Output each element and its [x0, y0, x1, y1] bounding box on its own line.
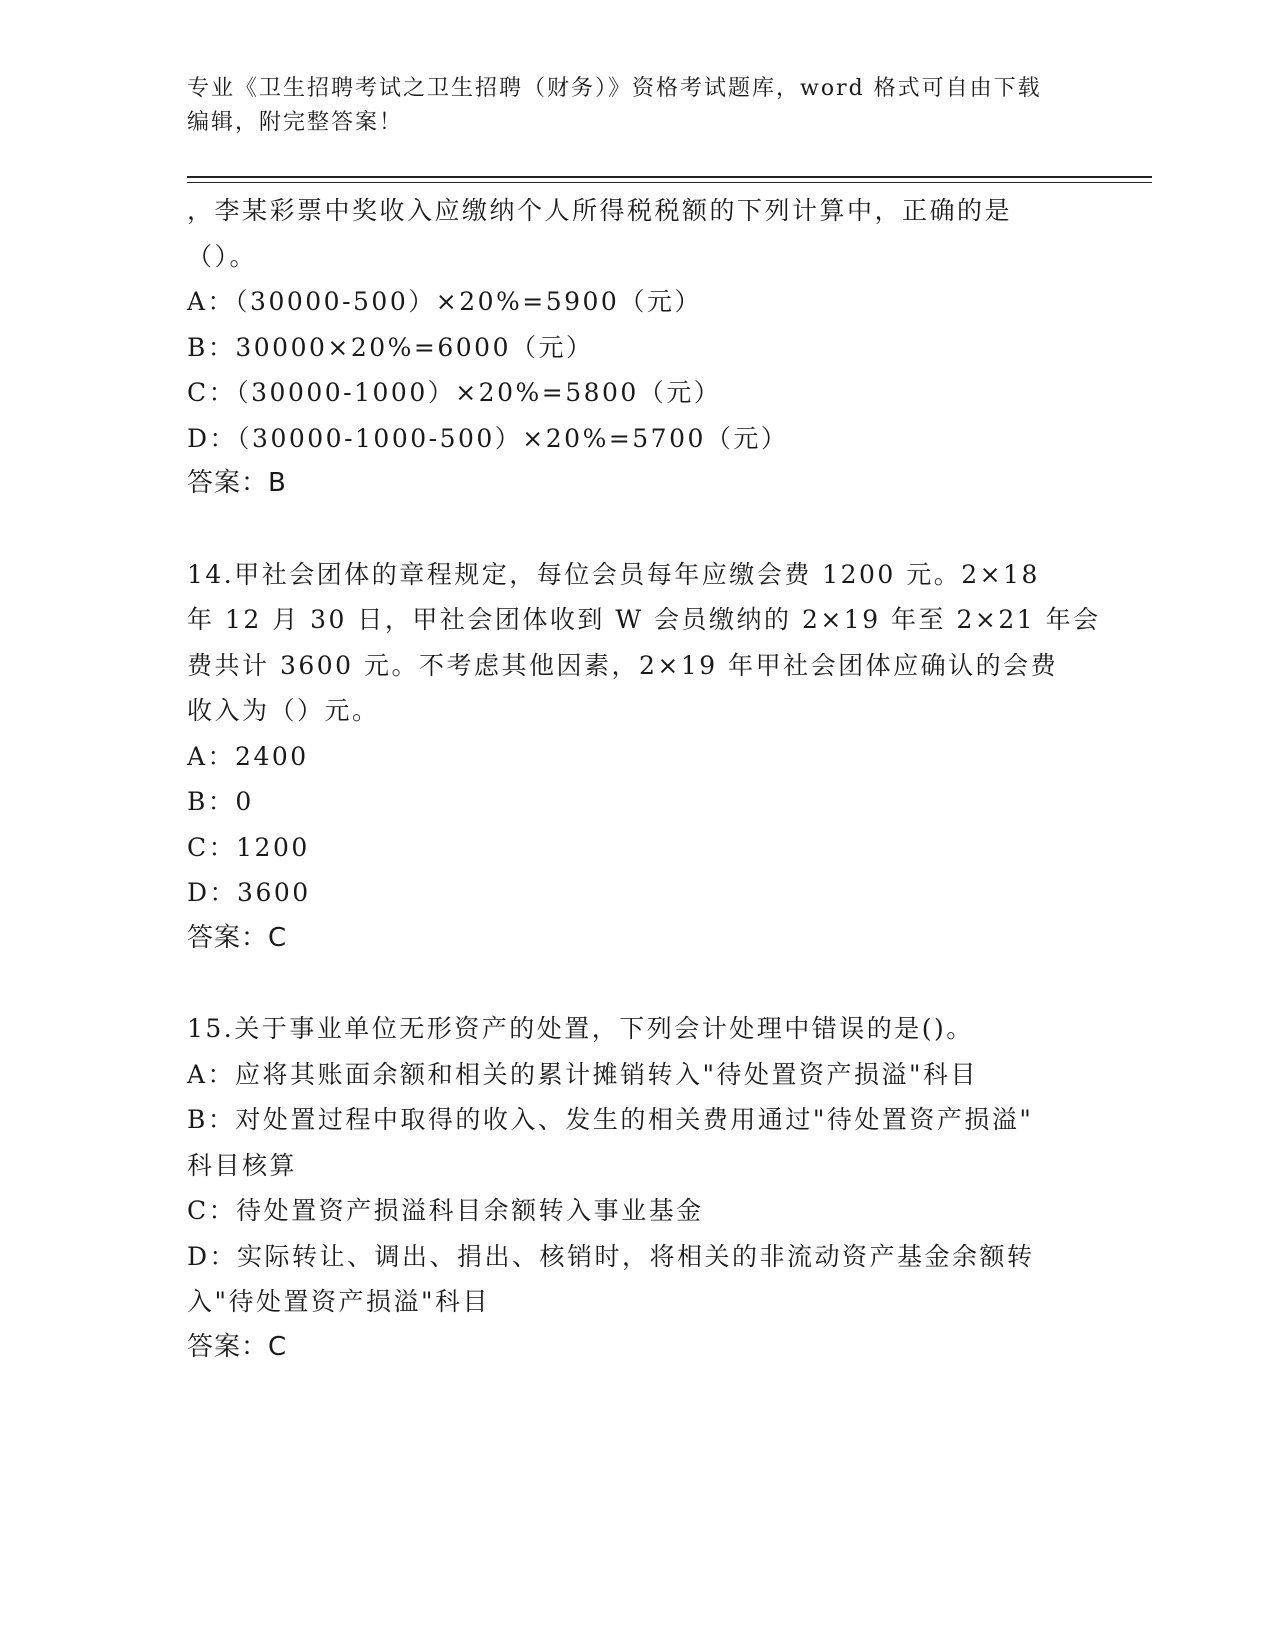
header-rule-thin	[187, 182, 1152, 183]
header-rule-thick	[187, 176, 1152, 178]
question-stem-line: ，李某彩票中奖收入应缴纳个人所得税税额的下列计算中，正确的是	[187, 196, 1013, 225]
option-c: C：待处置资产损溢科目余额转入事业基金	[187, 1196, 704, 1225]
option-c: C：（30000-1000）×20%=5800（元）	[187, 378, 722, 407]
header-line-2: 编辑，附完整答案！	[187, 110, 404, 135]
document-header	[187, 72, 1067, 140]
option-d-continuation: 入"待处置资产损溢"科目	[187, 1287, 490, 1316]
document-body	[187, 188, 1101, 1370]
question-stem-line: 收入为（）元。	[187, 696, 380, 725]
question-stem-line: 费共计 3600 元。不考虑其他因素，2×19 年甲社会团体应确认的会费	[187, 650, 1059, 680]
option-d: D：实际转让、调出、捐出、核销时，将相关的非流动资产基金余额转	[187, 1241, 1035, 1271]
question-stem-line: 14.甲社会团体的章程规定，每位会员每年应缴会费 1200 元。2×18	[187, 559, 1040, 589]
answer-line: 答案：C	[187, 922, 288, 953]
option-b: B：0	[187, 787, 254, 816]
question-14	[187, 552, 1101, 962]
option-d: D：3600	[187, 878, 311, 907]
question-spacer	[187, 961, 1087, 1006]
option-a: A：应将其账面余额和相关的累计摊销转入"待处置资产损溢"科目	[187, 1059, 979, 1089]
option-a: A：（30000-500）×20%=5900（元）	[187, 287, 702, 316]
answer-line: 答案：B	[187, 468, 287, 498]
question-stem-line: 15.关于事业单位无形资产的处置，下列会计处理中错误的是()。	[187, 1014, 974, 1043]
question-spacer	[187, 507, 1087, 552]
question-15	[187, 1006, 1087, 1370]
header-line-1: 专业《卫生招聘考试之卫生招聘（财务）》资格考试题库，word 格式可自由下载	[187, 76, 1042, 101]
answer-line: 答案：C	[187, 1331, 288, 1362]
question-13	[187, 188, 1087, 507]
option-b: B：对处置过程中取得的收入、发生的相关费用通过"待处置资产损溢"	[187, 1105, 1034, 1134]
option-b: B：30000×20%=6000（元）	[187, 332, 594, 362]
option-b-continuation: 科目核算	[187, 1150, 298, 1180]
question-stem-line: 年 12 月 30 日，甲社会团体收到 W 会员缴纳的 2×19 年至 2×21 年会	[187, 605, 1101, 634]
option-d: D：（30000-1000-500）×20%=5700（元）	[187, 423, 789, 453]
question-stem-line: （）。	[187, 241, 258, 271]
option-a: A：2400	[187, 741, 309, 771]
option-c: C：1200	[187, 832, 310, 862]
